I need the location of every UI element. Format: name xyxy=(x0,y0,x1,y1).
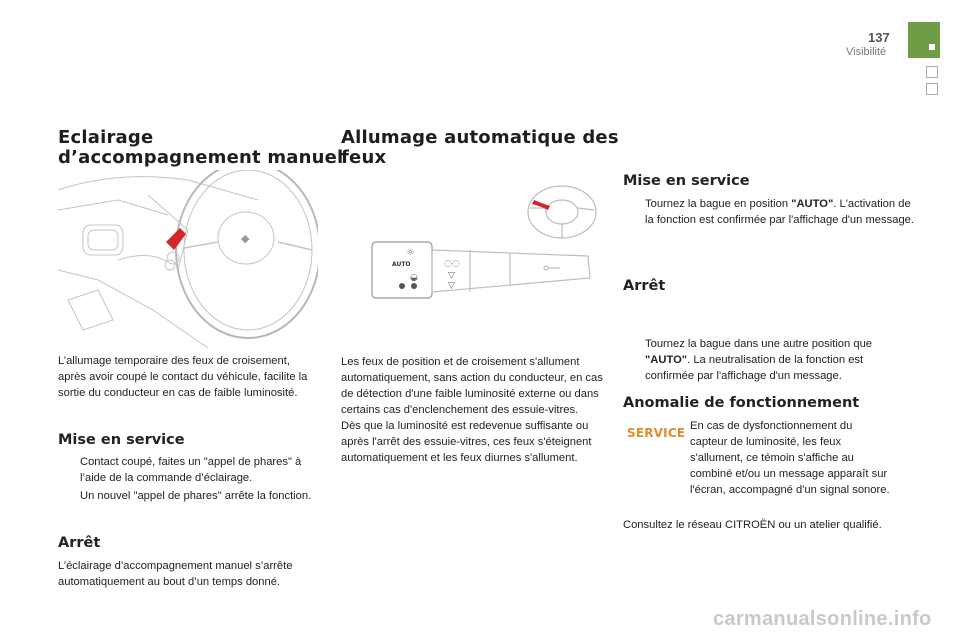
svg-text:▽: ▽ xyxy=(448,271,455,281)
middle-title: Allumage automatique des feux xyxy=(341,127,619,168)
right-mise-item: Tournez la bague en position "AUTO". L'activation de la fonction est confirmée par l'affichage d'un message. xyxy=(645,198,914,226)
red-marker-icon xyxy=(166,228,186,250)
watermark: carmanualsonline.info xyxy=(713,608,932,630)
middle-text: Les feux de position et de croisement s'allument automatiquement, sans action du conducteur, en cas de détection d'une faible luminosité externe ou dans certains cas d'enclenchement des essuie-vitres. Dès que la luminosité est redevenue suffisante ou après l'arrêt des essuie-vitres, ces feux s'éteignent automatiquement et les feux diurnes s'allument. xyxy=(341,356,603,464)
svg-text:◌◌: ◌◌ xyxy=(444,259,460,269)
svg-text:◆: ◆ xyxy=(241,232,250,245)
section-label: Visibilité xyxy=(846,46,887,58)
dashboard-illustration xyxy=(58,170,318,348)
left-arret-title: Arrêt xyxy=(58,535,101,551)
right-mise-title: Mise en service xyxy=(623,173,750,189)
list-item: Un nouvel "appel de phares" arrête la fonction. xyxy=(80,490,312,502)
left-title: Eclairage d’accompagnement manuel xyxy=(58,127,344,168)
right-arret-item: Tournez la bague dans une autre position que "AUTO". La neutralisation de la fonction est confirmée par l'affichage d'un message. xyxy=(645,338,873,382)
right-anomalie-text: En cas de dysfonctionnement du capteur de luminosité, les feux s'allument, ce témoin s'affiche au combiné et/ou un message apparaît sur l'écran, accompagné d'un signal sonore. xyxy=(690,420,890,496)
left-mise-list xyxy=(58,454,320,506)
list-item: Contact coupé, faites un "appel de phares" à l’aide de la commande d’éclairage. xyxy=(80,456,302,484)
section-tab-active xyxy=(908,22,940,58)
svg-text:◒: ◒ xyxy=(410,273,418,283)
right-anomalie-title: Anomalie de fonctionnement xyxy=(623,395,860,411)
section-tab-empty-1 xyxy=(926,66,938,78)
svg-text:☼: ☼ xyxy=(406,248,415,258)
left-arret-text: L’éclairage d’accompagnement manuel s’arrête automatiquement au bout d’un temps donné. xyxy=(58,560,293,588)
left-intro: L’allumage temporaire des feux de croisement, après avoir coupé le contact du véhicule, facilite la sortie du conducteur en cas de faible luminosité. xyxy=(58,355,308,399)
right-arret-title: Arrêt xyxy=(623,278,666,294)
stalk-auto-label: AUTO xyxy=(392,261,411,268)
left-mise-title: Mise en service xyxy=(58,432,185,448)
service-warning-icon: SERVICE xyxy=(627,426,686,440)
right-consult-text: Consultez le réseau CITROËN ou un atelier qualifié. xyxy=(623,519,882,531)
page-number: 137 xyxy=(868,30,890,45)
lighting-stalk-illustration xyxy=(350,170,600,330)
svg-text:▽: ▽ xyxy=(448,281,455,291)
section-tab-empty-2 xyxy=(926,83,938,95)
